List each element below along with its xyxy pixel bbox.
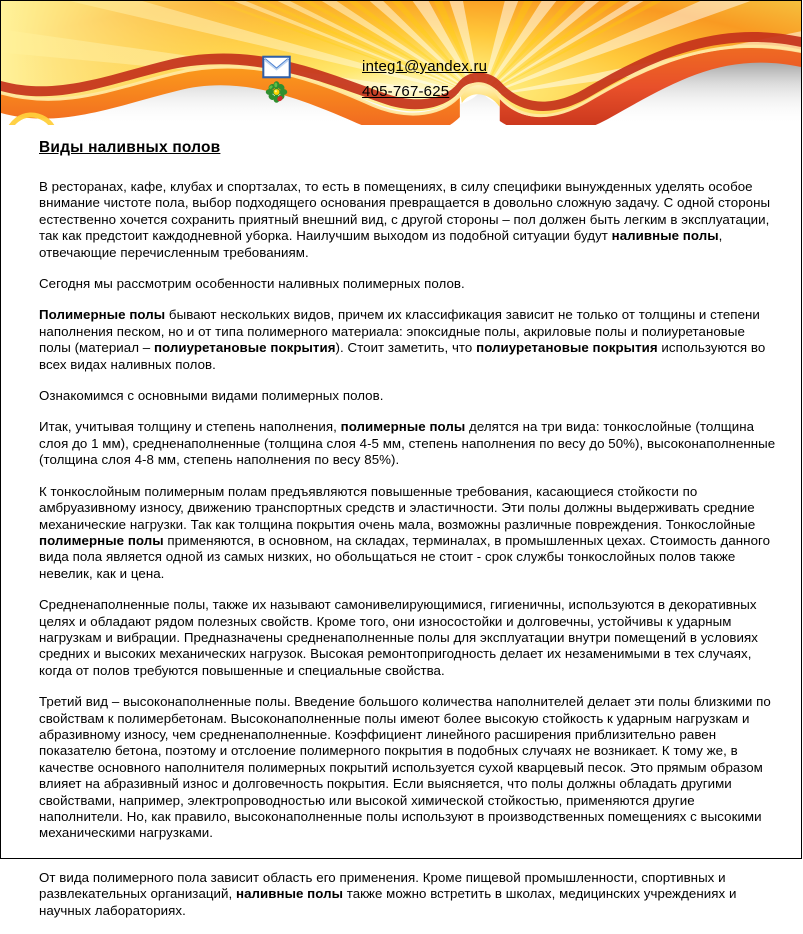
icq-flower-icon — [197, 81, 356, 103]
body-text: Ознакомимся с основными видами полимерных полов. — [39, 388, 384, 404]
paragraph-p5 — [39, 419, 779, 468]
emphasis-text: наливные полы — [611, 228, 719, 244]
paragraph-p2 — [39, 276, 779, 292]
icq-link[interactable]: 405-767-625 — [362, 83, 450, 100]
paragraph-p3 — [39, 307, 779, 373]
emphasis-text: Полимерные полы — [39, 307, 166, 323]
contact-row-email[interactable] — [197, 56, 488, 78]
body-text: Третий вид – высоконаполненные полы. Введение большого количества наполнителей делает эти полы близкими по свойствам к полимербетонам. Высоконаполненные полы имеют более высокую стойкость к ударным нагрузкам и абразивному износу, чем средненаполненные. Коэффициент линейного расширения приблизительно равен показателю бетона, поэтому и отслоение полимерного покрытия в подобных случаях не возникает. К тому же, в качестве основного наполнителя полимерных покрытий используется сухой кварцевый песок. Это прямым образом влияет на абразивный износ и долговечность покрытия. Если выясняется, что полы должны обладать другими свойствами, например, электропроводностью или высокой химической стойкостью, применяются другие наполнители. Но, как правило, высоконаполненные полы используют в производственных помещениях с высокими механическими нагрузками. — [39, 694, 771, 841]
body-text: Сегодня мы рассмотрим особенности наливных полимерных полов. — [39, 276, 465, 292]
paragraph-p1 — [39, 179, 779, 261]
paragraph-p7 — [39, 597, 779, 679]
emphasis-text: полимерные полы — [340, 419, 466, 435]
body-text: К тонкослойным полимерным полам предъявляются повышенные требования, касающиеся стойкости по амбруазивному износу, движению транспортных средств и эластичности. Эти полы должны выдерживать средние механические нагрузки. Так как толщина покрытия очень мала, возможны различные повреждения. Тонкослойные — [39, 483, 756, 532]
body-text: ). Стоит заметить, что — [335, 340, 477, 356]
paragraph-p4 — [39, 388, 779, 404]
emphasis-text: наливные полы — [236, 886, 343, 902]
article-content — [1, 125, 803, 934]
contact-row-icq[interactable] — [197, 81, 450, 103]
body-text: В ресторанах, кафе, клубах и спортзалах, то есть в помещениях, в силу специфики вынужденных уделять особое внимание чистоте пола, выбор подходящего основания превращается в довольно сложную задачу. С одной стороны естественно хочется сохранить приятный внешний вид, с другой стороны – пол должен быть легким в эксплуатации, так как предстоит каждодневной уборка. Наилучшим выходом из подобной ситуации будут — [39, 179, 771, 244]
emphasis-text: полимерные полы — [39, 532, 164, 548]
paragraph-p6 — [39, 484, 779, 582]
header-banner — [1, 1, 801, 125]
body-text: От вида полимерного пола зависит область его применения. Кроме пищевой промышленности, спортивных и развлекательных организаций, — [39, 869, 726, 902]
body-text: Средненаполненные полы, также их называют самонивелирующимися, гигиеничны, используются в декоративных целях и обладают рядом полезных свойств. Кроме того, они износостойки и долговечны, устойчивы к ударным нагрузкам и вибрации. Предназначены средненаполненные полы для эксплуатации внутри помещений в условиях средних и высоких механических нагрузок. Высокая ремонтопригодность делает их незаменимыми в тех случаях, когда от полов требуются повышенные и специальные свойства. — [39, 597, 758, 678]
paragraph-p9 — [39, 870, 779, 919]
body-text: , отвечающие перечисленным требованиям. — [39, 228, 723, 260]
body-text: бывают нескольких видов, причем их классификация зависит не только от толщины и степени наполнения песком, но и от типа полимерного материала: эпоксидные полы, акриловые полы и полиуретановые полы (материал – — [39, 307, 760, 356]
emphasis-text: полиуретановые покрытия — [476, 340, 658, 356]
page-title: Виды наливных полов — [39, 139, 221, 156]
contact-block — [197, 56, 488, 106]
body-text: используются во всех видах наливных полов. — [39, 340, 766, 372]
article-paragraphs — [39, 179, 779, 919]
envelope-icon — [197, 56, 356, 78]
email-link[interactable]: integ1@yandex.ru — [362, 58, 488, 75]
body-text: Итак, учитывая толщину и степень наполнения, — [39, 419, 341, 435]
body-text: делятся на три вида: тонкослойные (толщина слоя до 1 мм), средненаполненные (толщина слоя 4-5 мм, степень наполнения по весу до 50%), высоконаполненные (толщина слоя 4-8 мм, степень наполнения по весу 85%). — [39, 419, 776, 468]
body-text: также можно встретить в школах, медицинских учреждениях и научных лабораториях. — [39, 886, 737, 918]
body-text: применяются, в основном, на складах, терминалах, в промышленных цехах. Стоимость данного вида пола является одной из самых низких, но обольщаться не стоит - срок службы тонкослойных полов также невелик, как и цена. — [39, 532, 771, 581]
paragraph-p8 — [39, 694, 779, 842]
emphasis-text: полиуретановые покрытия — [153, 340, 336, 356]
